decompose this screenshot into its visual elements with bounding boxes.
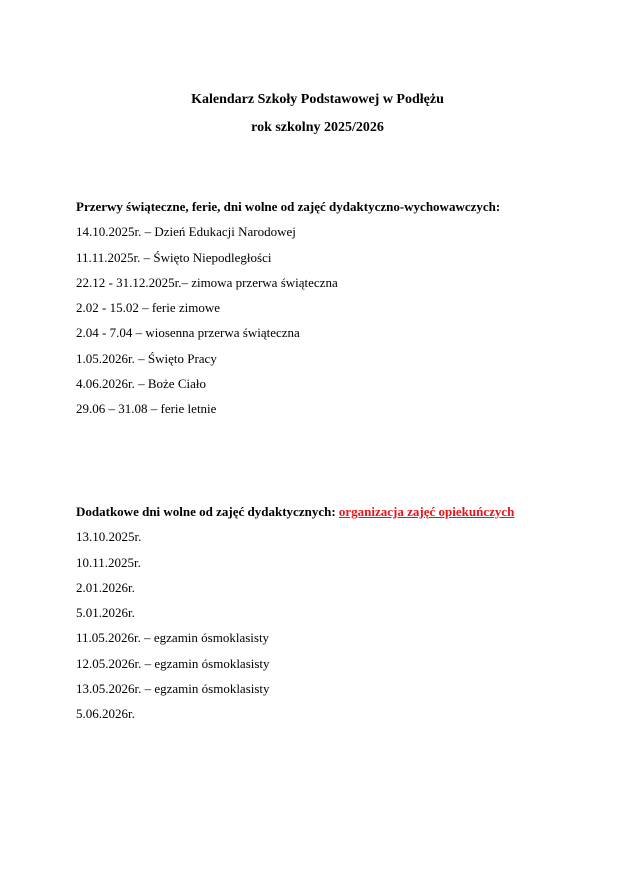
list-item: 10.11.2025r. bbox=[76, 554, 141, 570]
section-additional-days-off bbox=[76, 503, 596, 731]
section-heading: Przerwy świąteczne, ferie, dni wolne od zajęć dydaktyczno-wychowawczych: bbox=[76, 199, 501, 214]
section-heading-highlight: organizacja zajęć opiekuńczych bbox=[338, 504, 515, 519]
section-heading-text: Dodatkowe dni wolne od zajęć dydaktycznych: bbox=[76, 504, 336, 519]
section-holidays bbox=[76, 198, 596, 426]
list-item: 1.05.2026r. – Święto Pracy bbox=[76, 350, 217, 366]
list-item: 5.01.2026r. bbox=[76, 605, 135, 621]
list-item: 13.10.2025r. bbox=[76, 529, 142, 545]
list-item: 2.01.2026r. bbox=[76, 579, 135, 595]
section-heading bbox=[76, 503, 596, 528]
document-subtitle: rok szkolny 2025/2026 bbox=[251, 120, 384, 135]
document-title: Kalendarz Szkoły Podstawowej w Podłężu bbox=[191, 92, 444, 107]
list-item: 13.05.2026r. – egzamin ósmoklasisty bbox=[76, 681, 270, 697]
list-item: 11.05.2026r. – egzamin ósmoklasisty bbox=[76, 630, 270, 646]
list-item: 2.02 - 15.02 – ferie zimowe bbox=[76, 300, 221, 316]
list-item: 29.06 – 31.08 – ferie letnie bbox=[76, 401, 217, 417]
list-item: 5.06.2026r. bbox=[76, 706, 135, 722]
list-item: 4.06.2026r. – Boże Ciało bbox=[76, 376, 206, 392]
list-item: 12.05.2026r. – egzamin ósmoklasisty bbox=[76, 655, 270, 671]
list-item: 2.04 - 7.04 – wiosenna przerwa świąteczna bbox=[76, 325, 300, 341]
list-item: 14.10.2025r. – Dzień Edukacji Narodowej bbox=[76, 224, 296, 240]
list-item: 22.12 - 31.12.2025r.– zimowa przerwa świąteczna bbox=[76, 274, 338, 290]
list-item: 11.11.2025r. – Święto Niepodległości bbox=[76, 249, 272, 265]
